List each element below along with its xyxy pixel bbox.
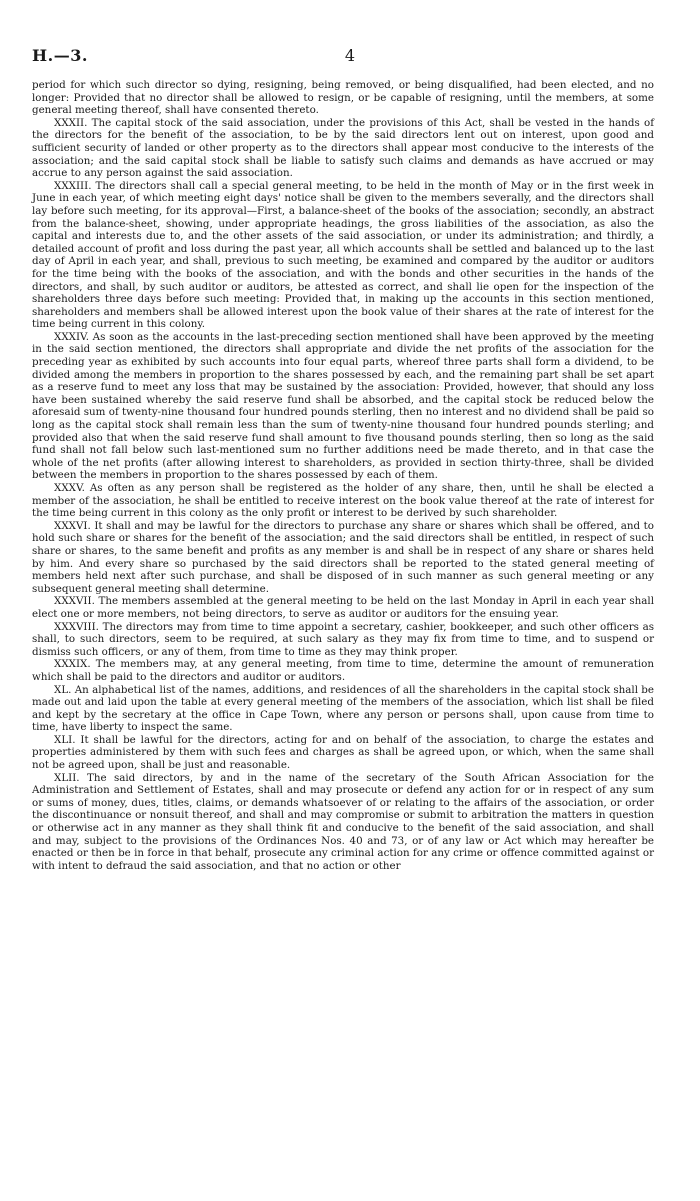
section-xxxiii: XXXIII. The directors shall call a special general meeting, to be held in the month of May or in the first week in June in each year, of which meeting eight days' notice shall be given to the members severally, and the directors shall lay before such meeting, for its approval—First, a balance-sheet of the books of the association; secondly, an abstract from the balance-sheet, showing, under appropriate headings, the gross liabilities of the association, as also the capital and interests due to, and the other assets of the said association, or under its administration; and thirdly, a detailed account of profit and loss during the past year, all which accounts shall be settled and balanced up to the last day of April in each year, and shall, previous to such meeting, be examined and compared by the auditor or auditors for the time being with the books of the association, and with the bonds and other securities in the hands of the directors, and shall, by such auditor or auditors, be attested as correct, and shall lie open for the inspection of the shareholders three days before such meeting: Provided that, in making up the accounts in this section mentioned, shareholders and members shall be allowed interest upon the book value of their shares at the rate of interest for the time being current in this colony.	[32, 179, 654, 331]
section-xli: XLI. It shall be lawful for the directors, acting for and on behalf of the association, to charge the estates and properties administered by them with such fees and charges as shall be agreed upon, or which, when the same shall not be agreed upon, shall be just and reasonable.	[32, 733, 654, 772]
section-xxxvii: XXXVII. The members assembled at the general meeting to be held on the last Monday in April in each year shall elect one or more members, not being directors, to serve as auditor or auditors for the ensuing year.	[32, 595, 654, 620]
document-body	[32, 79, 654, 872]
page-number: 4	[344, 46, 356, 65]
section-xxxix: XXXIX. The members may, at any general meeting, from time to time, determine the amount of remuneration which shall be paid to the directors and auditor or auditors.	[32, 658, 654, 683]
page-header	[32, 46, 668, 72]
section-xl: XL. An alphabetical list of the names, additions, and residences of all the shareholders in the capital stock shall be made out and laid upon the table at every general meeting of the members of the association, which list shall be filed and kept by the secretary at the office in Cape Town, where any person or persons shall, upon cause from time to time, have liberty to inspect the same.	[32, 683, 654, 734]
section-xxxiv: XXXIV. As soon as the accounts in the last-preceding section mentioned shall have been approved by the meeting in the said section mentioned, the directors shall appropriate and divide the net profits of the association for the preceding year as exhibited by such accounts into four equal parts, whereof three parts shall form a dividend, to be divided among the members in proportion to the shares possessed by each, and the remaining part shall be set apart as a reserve fund to meet any loss that may be sustained by the association: Provided, however, that should any loss have been sustained whereby the said reserve fund shall be absorbed, and the capital stock be reduced below the aforesaid sum of twenty-nine thousand four hundred pounds sterling, then no interest and no dividend shall be paid so long as the capital stock shall remain less than the sum of twenty-nine thousand four hundred pounds sterling; and provided also that when the said reserve fund shall amount to five thousand pounds sterling, then so long as the said fund shall not fall below such last-mentioned sum no further additions need be made thereto, and in that case the whole of the net profits (after allowing interest to shareholders, as provided in section thirty-three, shall be divided between the members in proportion to the shares possessed by each of them.	[32, 330, 654, 482]
paper-reference: H.—3.	[32, 46, 88, 65]
paragraph-continuation: period for which such director so dying, resigning, being removed, or being disqualified, had been elected, and no longer: Provided that no director shall be allowed to resign, or be capable of resigning, until the members, at some general meeting thereof, shall have consented thereto.	[32, 79, 654, 117]
section-xxxv: XXXV. As often as any person shall be registered as the holder of any share, then, until he shall be elected a member of the association, he shall be entitled to receive interest on the book value thereof at the rate of interest for the time being current in this colony as the only profit or interest to be derived by such shareholder.	[32, 482, 654, 520]
section-xlii: XLII. The said directors, by and in the name of the secretary of the South African Association for the Administration and Settlement of Estates, shall and may prosecute or defend any action for or in respect of any sum or sums of money, dues, titles, claims, or demands whatsoever of or relating to the affairs of the association, or order the discontinuance or nonsuit thereof, and shall and may compromise or submit to arbitration the matters in question or otherwise act in any manner as they shall think fit and conducive to the benefit of the said association, and shall and may, subject to the provisions of the Ordinances Nos. 40 and 73, or of any law or Act which may hereafter be enacted or then be in force in that behalf, prosecute any criminal action for any crime or offence committed against or with intent to defraud the said association, and that no action or other	[32, 771, 654, 872]
section-xxxii: XXXII. The capital stock of the said association, under the provisions of this Act, shall be vested in the hands of the directors for the benefit of the association, to be by the said directors lent out on interest, upon good and sufficient security of landed or other property as to the directors shall appear most conducive to the interests of the association; and the said capital stock shall be liable to satisfy such claims and demands as have accrued or may accrue to any person against the said association.	[32, 116, 654, 180]
section-xxxviii: XXXVIII. The directors may from time to time appoint a secretary, cashier, bookkeeper, and such other officers as shall, to such directors, seem to be required, at such salary as they may fix from time to time, and to suspend or dismiss such officers, or any of them, from time to time as they may think proper.	[32, 620, 654, 658]
section-xxxvi: XXXVI. It shall and may be lawful for the directors to purchase any share or shares which shall be offered, and to hold such share or shares for the benefit of the association; and the said directors shall be entitled, in respect of such share or shares, to the same benefit and profits as any member is and shall be in respect of any share or shares held by him. And every share so purchased by the said directors shall be reported to the stated general meeting of members held next after such purchase, and shall be disposed of in such manner as such general meeting or any subsequent general meeting shall determine.	[32, 519, 654, 595]
